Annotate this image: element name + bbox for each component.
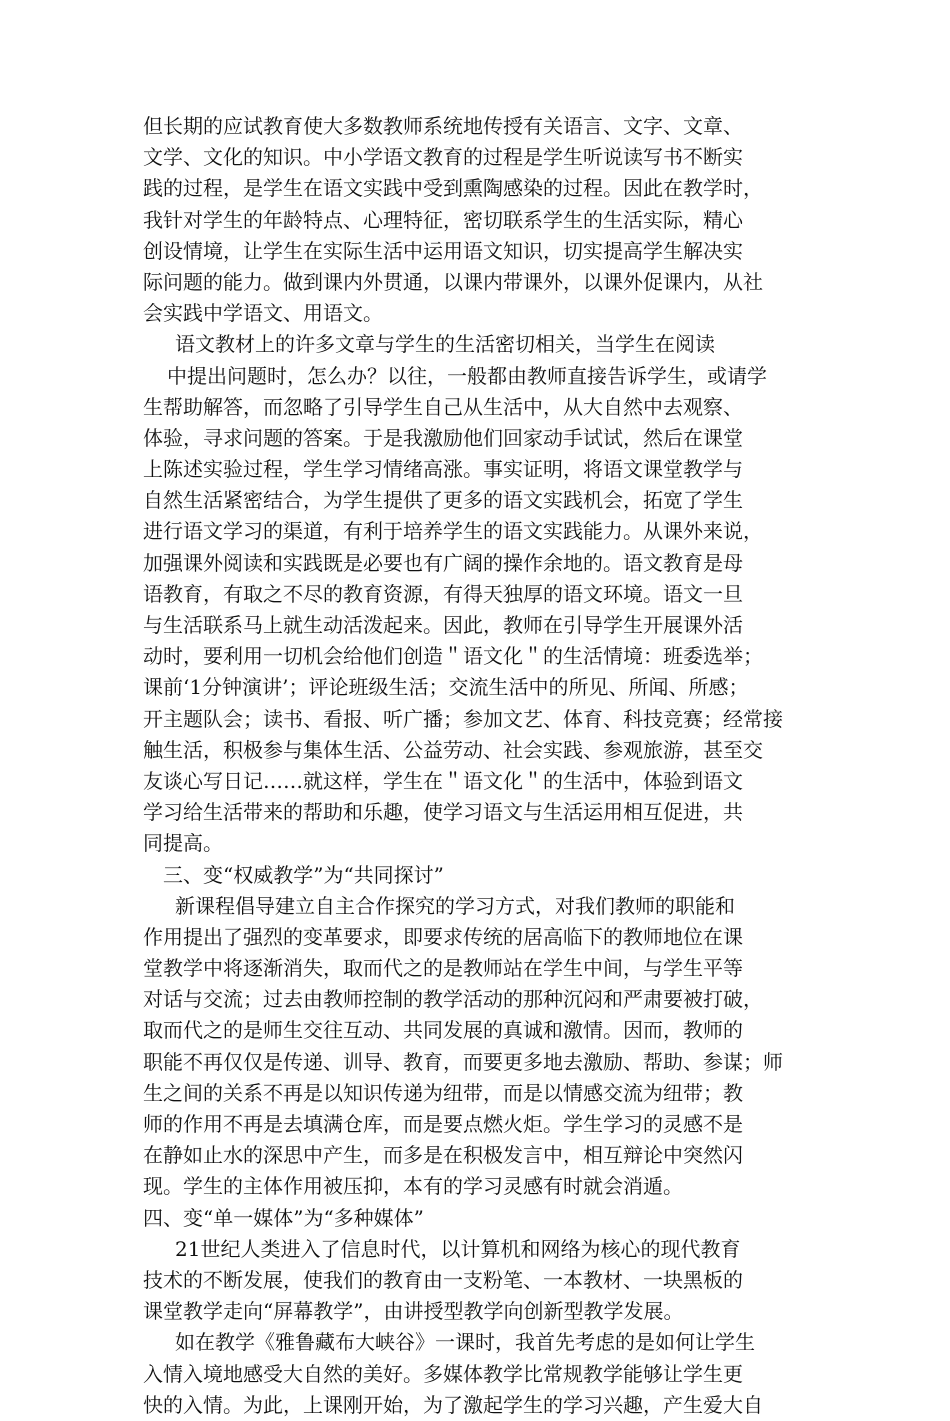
paragraph-line: 在静如止水的深思中产生，而多是在积极发言中，相互辩论中突然闪	[143, 1143, 743, 1168]
paragraph-line: 进行语文学习的渠道，有利于培养学生的语文实践能力。从课外来说，	[143, 519, 763, 544]
paragraph-line: 入情入境地感受大自然的美好。多媒体教学比常规教学能够让学生更	[143, 1361, 743, 1386]
paragraph-line: 21世纪人类进入了信息时代，以计算机和网络为核心的现代教育	[175, 1236, 741, 1261]
paragraph-line: 际问题的能力。做到课内外贯通，以课内带课外，以课外促课内，从社	[143, 269, 763, 294]
paragraph-line: 践的过程，是学生在语文实践中受到熏陶感染的过程。因此在教学时，	[143, 176, 763, 201]
paragraph-line: 加强课外阅读和实践既是必要也有广阔的操作余地的。语文教育是母	[143, 550, 743, 575]
paragraph-line: 同提高。	[143, 831, 223, 856]
paragraph-line: 与生活联系马上就生动活泼起来。因此，教师在引导学生开展课外活	[143, 613, 743, 637]
paragraph-line: 课前‘1分钟演讲’；评论班级生活；交流生活中的所见、所闻、所感；	[143, 675, 749, 700]
section-heading: 三、变“权威教学”为“共同探讨”	[163, 862, 444, 887]
paragraph-line: 会实践中学语文、用语文。	[143, 301, 383, 326]
paragraph-line: 生帮助解答，而忽略了引导学生自己从生活中，从大自然中去观察、	[143, 394, 743, 419]
paragraph-line: 堂教学中将逐渐消失，取而代之的是教师站在学生中间，与学生平等	[143, 956, 743, 981]
paragraph-line: 语文教材上的许多文章与学生的生活密切相关，当学生在阅读	[175, 332, 715, 357]
paragraph-line: 取而代之的是师生交往互动、共同发展的真诚和激情。因而，教师的	[143, 1018, 743, 1043]
document-body	[143, 111, 821, 1421]
paragraph-line: 对话与交流；过去由教师控制的教学活动的那种沉闷和严肃要被打破，	[143, 987, 763, 1012]
paragraph-line: 友谈心写日记……就这样，学生在＂语文化＂的生活中，体验到语文	[143, 768, 743, 793]
section-heading: 四、变“单一媒体”为“多种媒体”	[143, 1205, 424, 1230]
paragraph-line: 文学、文化的知识。中小学语文教育的过程是学生听说读写书不断实	[143, 145, 743, 170]
paragraph-line: 触生活，积极参与集体生活、公益劳动、社会实践、参观旅游，甚至交	[143, 737, 763, 762]
paragraph-line: 上陈述实验过程，学生学习情绪高涨。事实证明，将语文课堂教学与	[143, 457, 743, 482]
paragraph-line: 开主题队会；读书、看报、听广播；参加文艺、体育、科技竞赛；经常接	[143, 706, 783, 731]
paragraph-line: 现。学生的主体作用被压抑，本有的学习灵感有时就会消遁。	[143, 1174, 683, 1199]
paragraph-line: 创设情境，让学生在实际生活中运用语文知识，切实提高学生解决实	[143, 238, 743, 263]
paragraph-line: 语教育，有取之不尽的教育资源，有得天独厚的语文环境。语文一旦	[143, 581, 743, 606]
paragraph-line: 如在教学《雅鲁藏布大峡谷》一课时，我首先考虑的是如何让学生	[175, 1330, 755, 1355]
paragraph-line: 课堂教学走向“屏幕教学”，由讲授型教学向创新型教学发展。	[143, 1299, 684, 1324]
paragraph-line: 师的作用不再是去填满仓库，而是要点燃火炬。学生学习的灵感不是	[143, 1112, 743, 1136]
paragraph-line: 新课程倡导建立自主合作探究的学习方式，对我们教师的职能和	[175, 893, 735, 918]
paragraph-line: 中提出问题时，怎么办？以往，一般都由教师直接告诉学生，或请学	[167, 363, 767, 388]
paragraph-line: 动时，要利用一切机会给他们创造＂语文化＂的生活情境：班委选举；	[143, 644, 763, 669]
paragraph-line: 但长期的应试教育使大多数教师系统地传授有关语言、文字、文章、	[143, 114, 743, 138]
paragraph-line: 体验，寻求问题的答案。于是我激励他们回家动手试试，然后在课堂	[143, 425, 743, 450]
paragraph-line: 快的入情。为此，上课刚开始，为了激起学生的学习兴趣，产生爱大自	[143, 1392, 763, 1417]
paragraph-line: 我针对学生的年龄特点、心理特征，密切联系学生的生活实际，精心	[143, 207, 743, 232]
paragraph-line: 自然生活紧密结合，为学生提供了更多的语文实践机会，拓宽了学生	[143, 488, 743, 513]
paragraph-line: 职能不再仅仅是传递、训导、教育，而要更多地去激励、帮助、参谋；师	[143, 1049, 783, 1074]
paragraph-line: 学习给生活带来的帮助和乐趣，使学习语文与生活运用相互促进，共	[143, 800, 743, 825]
paragraph-line: 生之间的关系不再是以知识传递为纽带，而是以情感交流为纽带；教	[143, 1080, 743, 1105]
paragraph-line: 作用提出了强烈的变革要求，即要求传统的居高临下的教师地位在课	[143, 924, 743, 949]
paragraph-line: 技术的不断发展，使我们的教育由一支粉笔、一本教材、一块黑板的	[143, 1267, 743, 1292]
